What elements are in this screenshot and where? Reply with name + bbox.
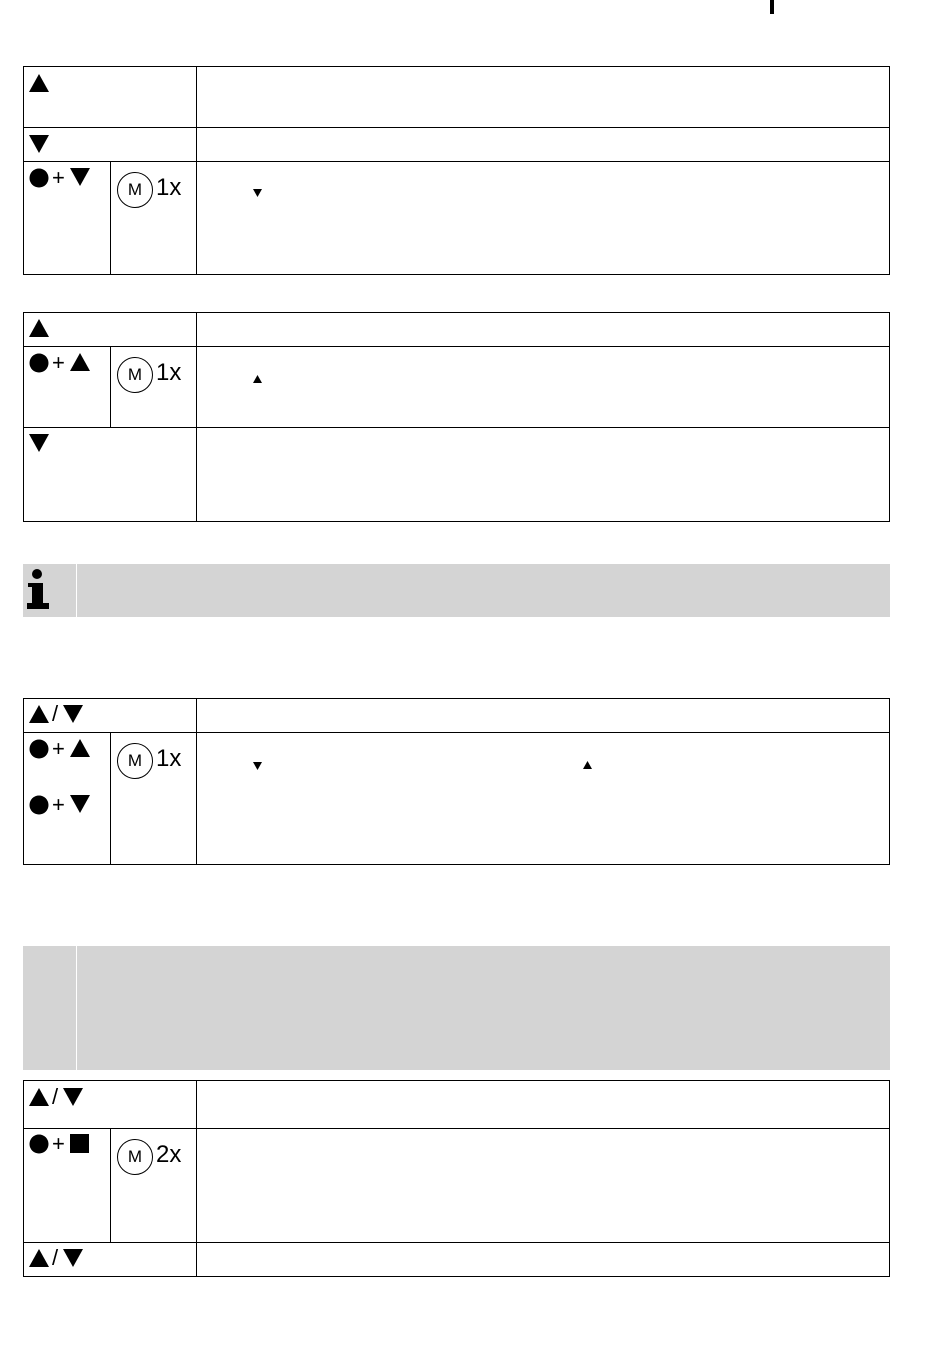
triangle-down-icon [29, 434, 49, 452]
table-row [24, 699, 889, 733]
small-triangle-down-icon [253, 189, 262, 197]
small-triangle-down-icon [253, 762, 262, 770]
filled-circle-icon [29, 168, 49, 188]
description-cell [197, 128, 889, 161]
m-button [117, 1139, 153, 1175]
key-combination [24, 1129, 111, 1242]
triangle-up-icon [70, 353, 90, 371]
m-button [117, 172, 153, 208]
triangle-down-icon [70, 795, 90, 813]
m-button-label: M [127, 751, 143, 770]
description-cell [197, 162, 889, 274]
info-note [23, 564, 890, 617]
table-row [24, 347, 889, 428]
slash-separator: / [52, 1245, 59, 1270]
table-row [24, 733, 889, 864]
triangle-down-icon [63, 1088, 83, 1106]
plus-sign: + [52, 350, 65, 375]
symbol-cell [24, 162, 197, 274]
instruction-table-4 [23, 1080, 890, 1277]
symbol-cell [24, 1081, 197, 1128]
symbol-cell [24, 428, 197, 521]
symbol-cell [24, 128, 197, 161]
symbol-cell [24, 67, 197, 127]
m-button-label: M [127, 365, 143, 384]
description-cell [197, 1243, 889, 1276]
filled-circle-icon [29, 1134, 49, 1154]
key-combination [24, 162, 111, 274]
triangle-down-icon [63, 705, 83, 723]
triangle-down-icon [29, 135, 49, 153]
description-cell [197, 428, 889, 521]
info-icon-cell [23, 564, 77, 617]
plus-sign: + [52, 736, 65, 761]
key-combination [24, 347, 111, 427]
filled-circle-icon [29, 353, 49, 373]
filled-square-icon [70, 1134, 89, 1153]
key-combination [24, 733, 111, 864]
triangle-down-icon [70, 168, 90, 186]
small-triangle-up-icon [253, 375, 262, 383]
triangle-up-icon [29, 1088, 49, 1106]
plus-sign: + [52, 165, 65, 190]
slash-separator: / [52, 701, 59, 726]
slash-separator: / [52, 1084, 59, 1109]
instruction-table-1 [23, 66, 890, 275]
symbol-cell [24, 1129, 197, 1242]
description-cell [197, 313, 889, 346]
m-button-label: M [127, 1147, 143, 1166]
note-icon-cell [23, 946, 77, 1070]
instruction-table-3 [23, 698, 890, 865]
triangle-up-icon [29, 319, 49, 337]
table-row [24, 162, 889, 274]
filled-circle-icon [29, 739, 49, 759]
symbol-cell [24, 1243, 197, 1276]
plus-sign: + [52, 1131, 65, 1156]
symbol-cell [24, 733, 197, 864]
description-cell [197, 1081, 889, 1128]
triangle-up-icon [29, 74, 49, 92]
info-icon [25, 568, 51, 610]
filled-circle-icon [29, 795, 49, 815]
table-row [24, 313, 889, 347]
press-count: 1x [156, 745, 182, 772]
description-cell [197, 699, 889, 732]
description-cell [197, 347, 889, 427]
plus-sign: + [52, 792, 65, 817]
m-button-label: M [127, 180, 143, 199]
press-count: 2x [156, 1141, 182, 1168]
instruction-table-2 [23, 312, 890, 522]
description-cell [197, 733, 889, 864]
table-row [24, 1081, 889, 1129]
table-row [24, 1129, 889, 1243]
triangle-down-icon [63, 1249, 83, 1267]
page-edge-mark [770, 0, 774, 14]
table-row [24, 67, 889, 128]
press-count: 1x [156, 174, 182, 201]
table-row [24, 428, 889, 521]
triangle-up-icon [70, 739, 90, 757]
triangle-up-icon [29, 705, 49, 723]
symbol-cell [24, 313, 197, 346]
press-count: 1x [156, 359, 182, 386]
m-button [117, 743, 153, 779]
symbol-cell [24, 699, 197, 732]
description-cell [197, 1129, 889, 1242]
symbol-cell [24, 347, 197, 427]
note-box [23, 946, 890, 1070]
description-cell [197, 67, 889, 127]
table-row [24, 128, 889, 162]
triangle-up-icon [29, 1249, 49, 1267]
small-triangle-up-icon [583, 761, 592, 769]
m-button [117, 357, 153, 393]
table-row [24, 1243, 889, 1276]
